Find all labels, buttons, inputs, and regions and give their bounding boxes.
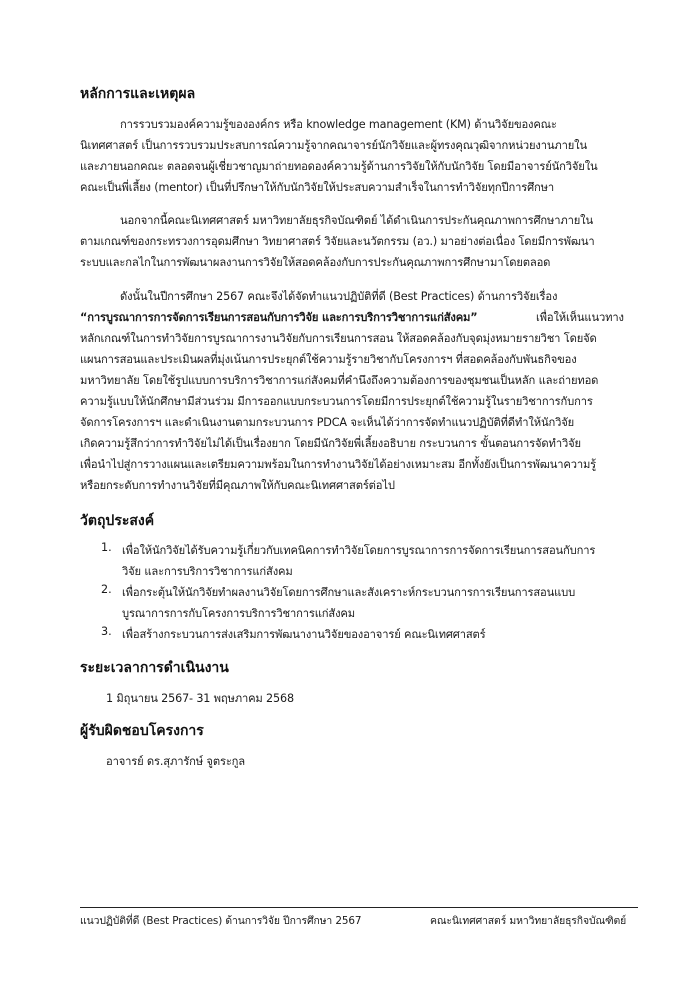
paragraph-line: มหาวิทยาลัย โดยใช้รูปแบบการบริการวิชาการแก่สังคมที่คำนึงถึงความต้องการของชุมชนเป็นหลัก และถ่ายทอด — [80, 374, 599, 387]
paragraph-line: ระบบและกลไกในการพัฒนาผลงานการวิจัยให้สอดคล้องกับการประกันคุณภาพการศึกษามาโดยตลอด — [80, 256, 551, 269]
paragraph-line: เกิดความรู้สึกว่าการทำวิจัยไม่ได้เป็นเรื่องยาก โดยมีนักวิจัยพี่เลี้ยงอธิบาย กระบวนการ ขั้นตอนการจัดทำวิจัย — [80, 437, 581, 450]
objective-number: 1. — [101, 541, 112, 554]
footer-right: คณะนิเทศศาสตร์ มหาวิทยาลัยธุรกิจบัณฑิตย์ — [430, 915, 627, 927]
responsible-name: อาจารย์ ดร.สุภารักษ์ จูตระกูล — [106, 755, 246, 768]
paragraph-line: ดังนั้นในปีการศึกษา 2567 คณะจึงได้จัดทำแนวปฏิบัติที่ดี (Best Practices) ด้านการวิจัยเรื่อง — [120, 290, 558, 303]
objective-number: 3. — [101, 625, 112, 638]
footer-left: แนวปฏิบัติที่ดี (Best Practices) ด้านการวิจัย ปีการศึกษา 2567 — [80, 915, 362, 927]
objective-line: เพื่อสร้างกระบวนการส่งเสริมการพัฒนางานวิจัยของอาจารย์ คณะนิเทศศาสตร์ — [122, 628, 486, 641]
objective-line: บูรณาการการกับโครงการบริการวิชาการแก่สังคม — [122, 607, 355, 620]
paragraph-line: หลักเกณฑ์ในการทำวิจัยการบูรณาการงานวิจัยกับการเรียนการสอน ให้สอดคล้องกับจุดมุ่งหมายรายวิชา โดยจัด — [80, 332, 597, 345]
objective-line: วิจัย และการบริการวิชาการแก่สังคม — [122, 565, 293, 578]
heading-objectives: วัตถุประสงค์ — [80, 513, 155, 529]
paragraph-line: หรือยกระดับการทำงานวิจัยที่มีคุณภาพให้กับคณะนิเทศศาสตร์ต่อไป — [80, 479, 395, 492]
footer-divider — [80, 907, 638, 908]
paragraph-line: คณะเป็นพี่เลี้ยง (mentor) เป็นที่ปรึกษาให้กับนักวิจัยให้ประสบความสำเร็จในการทำวิจัยทุกปีการศึกษา — [80, 181, 555, 194]
paragraph-line: ความรู้แบบให้นักศึกษามีส่วนร่วม มีการออกแบบกระบวนการโดยมีการประยุกต์ใช้ความรู้ในรายวิชาการกับการ — [80, 395, 593, 408]
objective-number: 2. — [101, 583, 112, 596]
paragraph-line: และภายนอกคณะ ตลอดจนผู้เชี่ยวชาญมาถ่ายทอดองค์ความรู้ด้านการวิจัยให้กับนักวิจัย โดยมีอาจารย์นักวิจัยใน — [80, 160, 598, 173]
heading-duration: ระยะเวลาการดำเนินงาน — [80, 660, 229, 676]
heading-responsible: ผู้รับผิดชอบโครงการ — [80, 723, 204, 739]
objective-line: เพื่อกระตุ้นให้นักวิจัยทำผลงานวิจัยโดยการศึกษาและสังเคราะห์กระบวนการการเรียนการสอนแบบ — [122, 586, 576, 599]
project-title-bold: “การบูรณาการการจัดการเรียนการสอนกับการวิจัย และการบริการวิชาการแก่สังคม” — [80, 311, 478, 324]
duration-text: 1 มิถุนายน 2567- 31 พฤษภาคม 2568 — [106, 692, 294, 705]
heading-principles: หลักการและเหตุผล — [80, 86, 196, 102]
paragraph-line: นิเทศศาสตร์ เป็นการรวบรวมประสบการณ์ความรู้จากคณาจารย์นักวิจัยและผู้ทรงคุณวุฒิจากหน่วยงานภายใน — [80, 139, 587, 152]
paragraph-line: เพื่อนำไปสู่การวางแผนและเตรียมความพร้อมในการทำงานวิจัยได้อย่างเหมาะสม อีกทั้งยังเป็นการพัฒนาความรู้ — [80, 458, 597, 471]
paragraph-line: ตามเกณฑ์ของกระทรวงการอุดมศึกษา วิทยาศาสตร์ วิจัยและนวัตกรรม (อว.) มาอย่างต่อเนื่อง โดยมีการพัฒนา — [80, 235, 595, 248]
paragraph-line: แผนการสอนและประเมินผลที่มุ่งเน้นการประยุกต์ใช้ความรู้รายวิชากับโครงการฯ ที่สอดคล้องกับพันธกิจของ — [80, 353, 577, 366]
objective-line: เพื่อให้นักวิจัยได้รับความรู้เกี่ยวกับเทคนิคการทำวิจัยโดยการบูรณาการการจัดการเรียนการสอนกับการ — [122, 544, 596, 557]
paragraph-line: จัดการโครงการฯ และดำเนินงานตามกระบวนการ PDCA จะเห็นได้ว่าการจัดทำแนวปฏิบัติที่ดีทำให้นักวิจัย — [80, 416, 575, 429]
paragraph-line: นอกจากนี้คณะนิเทศศาสตร์ มหาวิทยาลัยธุรกิจบัณฑิตย์ ได้ดำเนินการประกันคุณภาพการศึกษาภายใน — [120, 214, 593, 227]
paragraph-line: การรวบรวมองค์ความรู้ขององค์กร หรือ knowledge management (KM) ด้านวิจัยของคณะ — [120, 118, 557, 131]
paragraph-line: เพื่อให้เห็นแนวทาง — [536, 311, 624, 324]
